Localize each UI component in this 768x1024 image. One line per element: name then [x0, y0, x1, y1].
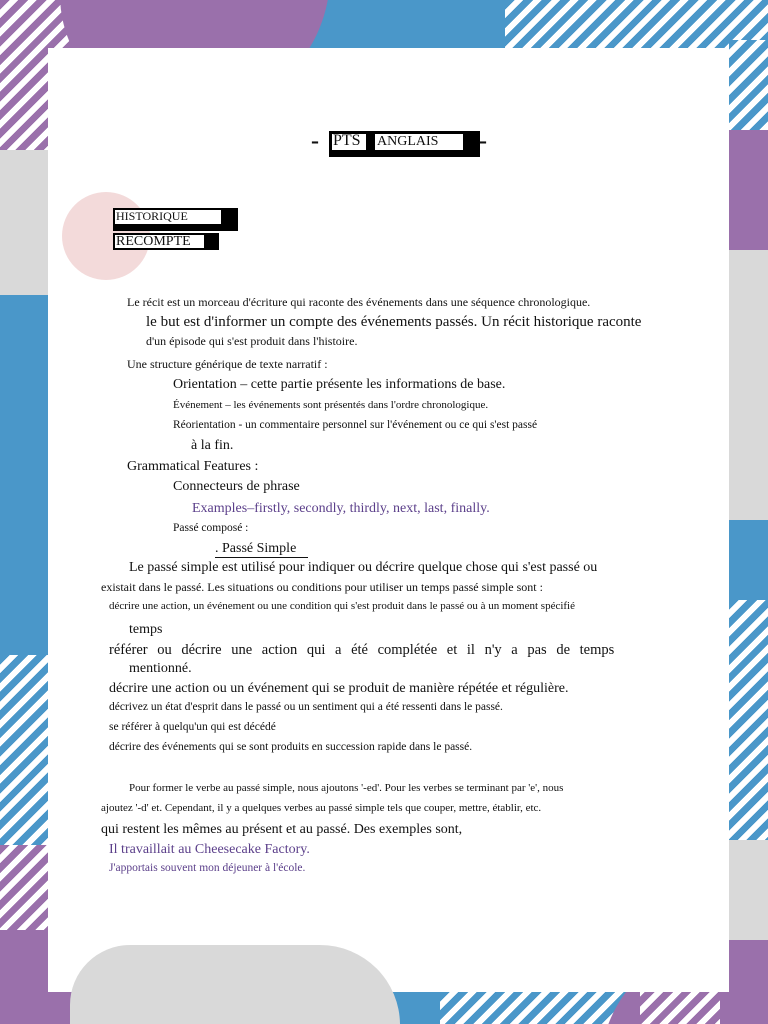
structure-reorientation-cont: à la fin.	[191, 438, 234, 453]
formation-p3: qui restent les mêmes au présent et au passé. Des exemples sont,	[101, 822, 463, 837]
grammar-passe-compose: Passé composé :	[173, 522, 249, 534]
title-recompte: RECOMPTE	[116, 234, 191, 249]
formation-p2: ajoutez '-d' et. Cependant, il y a quelques verbes au passé simple tels que couper, mettre, établir, etc.	[101, 802, 542, 814]
header-label-subject: ANGLAIS	[377, 134, 439, 149]
passe-simple-b1-cont: temps	[129, 622, 163, 637]
passe-simple-p2: existait dans le passé. Les situations ou conditions pour utiliser un temps passé simple sont :	[101, 580, 543, 594]
passe-simple-b5: se référer à quelqu'un qui est décédé	[109, 721, 276, 733]
passe-simple-b1: décrire une action, un événement ou une condition qui s'est produit dans le passé ou à un moment spécifié	[109, 600, 575, 612]
passe-simple-b6: décrire des événements qui se sont produits en succession rapide dans le passé.	[109, 741, 473, 753]
grammar-connecteurs: Connecteurs de phrase	[173, 479, 300, 494]
passe-simple-b4: décrivez un état d'esprit dans le passé ou un sentiment qui a été ressenti dans le passé.	[109, 701, 503, 713]
grammar-passe-simple: . Passé Simple	[215, 541, 308, 558]
passe-simple-b3: décrire une action ou un événement qui se produit de manière répétée et régulière.	[109, 681, 569, 696]
header-label-pts: PTS	[333, 132, 361, 149]
intro-line-2: le but est d'informer un compte des événements passés. Un récit historique raconte	[146, 314, 642, 330]
formation-example-1: Il travaillait au Cheesecake Factory.	[109, 842, 310, 857]
structure-evenement: Événement – les événements sont présentés dans l'ordre chronologique.	[173, 399, 489, 411]
formation-example-2: J'apportais souvent mon déjeuner à l'école.	[109, 862, 306, 874]
passe-simple-p1: Le passé simple est utilisé pour indiquer ou décrire quelque chose qui s'est passé ou	[129, 560, 598, 575]
structure-reorientation: Réorientation - un commentaire personnel sur l'événement ou ce qui s'est passé	[173, 419, 538, 431]
grammar-examples: Examples–firstly, secondly, thirdly, next, last, finally.	[192, 501, 490, 516]
structure-heading: Une structure générique de texte narratif :	[127, 357, 328, 371]
intro-line-1: Le récit est un morceau d'écriture qui raconte des événements dans une séquence chronologique.	[127, 295, 591, 309]
header-dash-left: -	[311, 128, 319, 154]
passe-simple-b2: référer ou décrire une action qui a été complétée et il n'y a pas de temps	[109, 642, 615, 658]
structure-orientation: Orientation – cette partie présente les informations de base.	[173, 377, 506, 392]
formation-p1: Pour former le verbe au passé simple, nous ajoutons '-ed'. Pour les verbes se terminant par 'e', nous	[129, 782, 564, 794]
header-dash-right: -	[479, 128, 487, 154]
passe-simple-b2-cont: mentionné.	[129, 661, 192, 676]
grammar-heading: Grammatical Features :	[127, 459, 259, 474]
intro-line-3: d'un épisode qui s'est produit dans l'histoire.	[146, 334, 358, 348]
title-historique: HISTORIQUE	[116, 209, 188, 223]
